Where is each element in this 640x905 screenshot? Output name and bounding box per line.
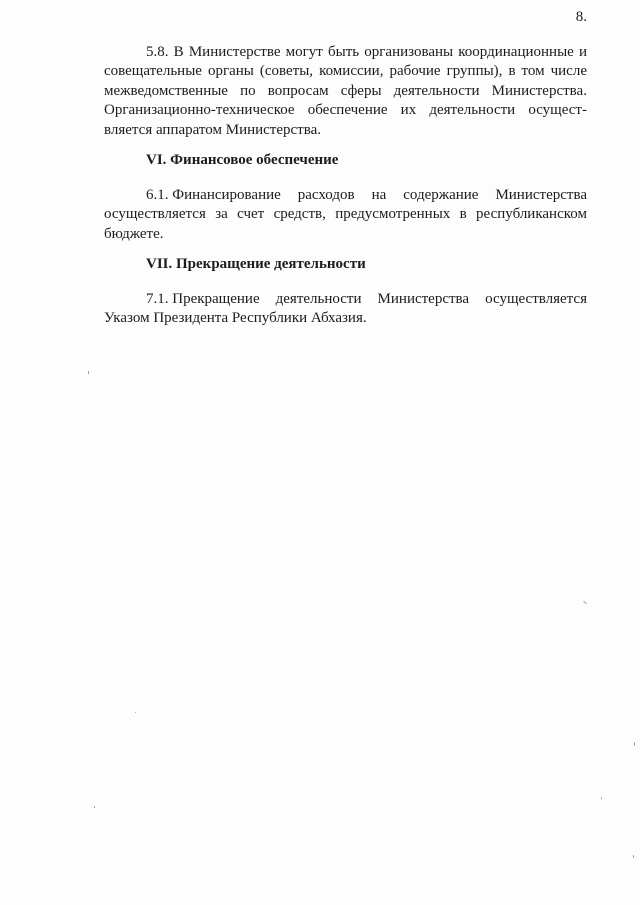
word: бюджете. bbox=[104, 225, 164, 242]
word: органы bbox=[207, 63, 254, 80]
paragraph-line bbox=[104, 101, 587, 120]
word: обеспечение bbox=[307, 102, 388, 119]
paragraph-line bbox=[104, 121, 587, 140]
scan-speck bbox=[601, 797, 602, 799]
word: республиканском bbox=[476, 206, 587, 223]
word: вляется аппаратом Министерства. bbox=[104, 121, 322, 138]
word: расходов bbox=[297, 187, 355, 203]
scan-speck bbox=[94, 806, 95, 808]
word: вопросам bbox=[267, 82, 329, 99]
word: на bbox=[371, 187, 387, 203]
paragraph-line bbox=[104, 43, 587, 62]
word: осуществляется bbox=[485, 291, 587, 307]
word: быть bbox=[328, 44, 360, 60]
word: сферы bbox=[340, 82, 382, 99]
section-7-heading: VII. Прекращение деятельности bbox=[146, 256, 366, 272]
paragraph-6-1 bbox=[104, 186, 587, 244]
scan-speck bbox=[583, 601, 587, 604]
word: в bbox=[508, 63, 516, 80]
word: 5.8. bbox=[146, 44, 169, 60]
word: содержание bbox=[403, 187, 479, 203]
word: В bbox=[173, 44, 184, 60]
word: Организационно-техническое bbox=[104, 102, 295, 119]
paragraph-line bbox=[104, 290, 587, 309]
word: по bbox=[240, 82, 256, 99]
word: деятельности bbox=[275, 291, 362, 307]
word: счет bbox=[237, 206, 265, 223]
scan-speck bbox=[88, 371, 89, 374]
word: могут bbox=[285, 44, 323, 60]
scan-speck bbox=[633, 855, 634, 858]
paragraph-7-1 bbox=[104, 290, 587, 329]
word: Министерства bbox=[377, 291, 470, 307]
word: Указом Президента Республики Абхазия. bbox=[104, 310, 367, 327]
word: деятельности bbox=[393, 82, 480, 99]
word: рабочие bbox=[389, 63, 441, 80]
word: Министерства bbox=[495, 187, 587, 203]
paragraph-line bbox=[104, 225, 587, 244]
word: том bbox=[521, 63, 545, 80]
word: осуществляется bbox=[104, 206, 206, 223]
paragraph-line bbox=[104, 186, 587, 205]
paragraph-line bbox=[104, 309, 587, 328]
word: числе bbox=[550, 63, 587, 80]
paragraph-5-8 bbox=[104, 43, 587, 140]
word: предусмотренных bbox=[335, 206, 451, 223]
word: межведомственные bbox=[104, 82, 228, 99]
word: группы), bbox=[446, 63, 503, 80]
word: 7.1. Прекращение bbox=[146, 291, 260, 307]
word: Министерстве bbox=[188, 44, 281, 60]
page-number: 8. bbox=[575, 9, 587, 25]
scan-speck bbox=[135, 712, 136, 713]
word: 6.1. Финансирование bbox=[146, 187, 281, 203]
section-6-heading: VI. Финансовое обеспечение bbox=[146, 152, 339, 168]
word: за bbox=[215, 206, 228, 223]
word: деятельности bbox=[429, 102, 516, 119]
word: и bbox=[578, 44, 587, 60]
word: комиссии, bbox=[319, 63, 384, 80]
word: совещательные bbox=[104, 63, 202, 80]
word: Министерства. bbox=[491, 82, 587, 99]
paragraph-line bbox=[104, 62, 587, 81]
paragraph-line bbox=[104, 205, 587, 224]
word: их bbox=[400, 102, 417, 119]
scan-speck bbox=[634, 742, 635, 746]
word: организованы bbox=[364, 44, 454, 60]
paragraph-line bbox=[104, 82, 587, 101]
word: координационные bbox=[458, 44, 574, 60]
word: (советы, bbox=[259, 63, 314, 80]
word: в bbox=[459, 206, 467, 223]
word: осущест- bbox=[528, 102, 587, 119]
word: средств, bbox=[273, 206, 326, 223]
